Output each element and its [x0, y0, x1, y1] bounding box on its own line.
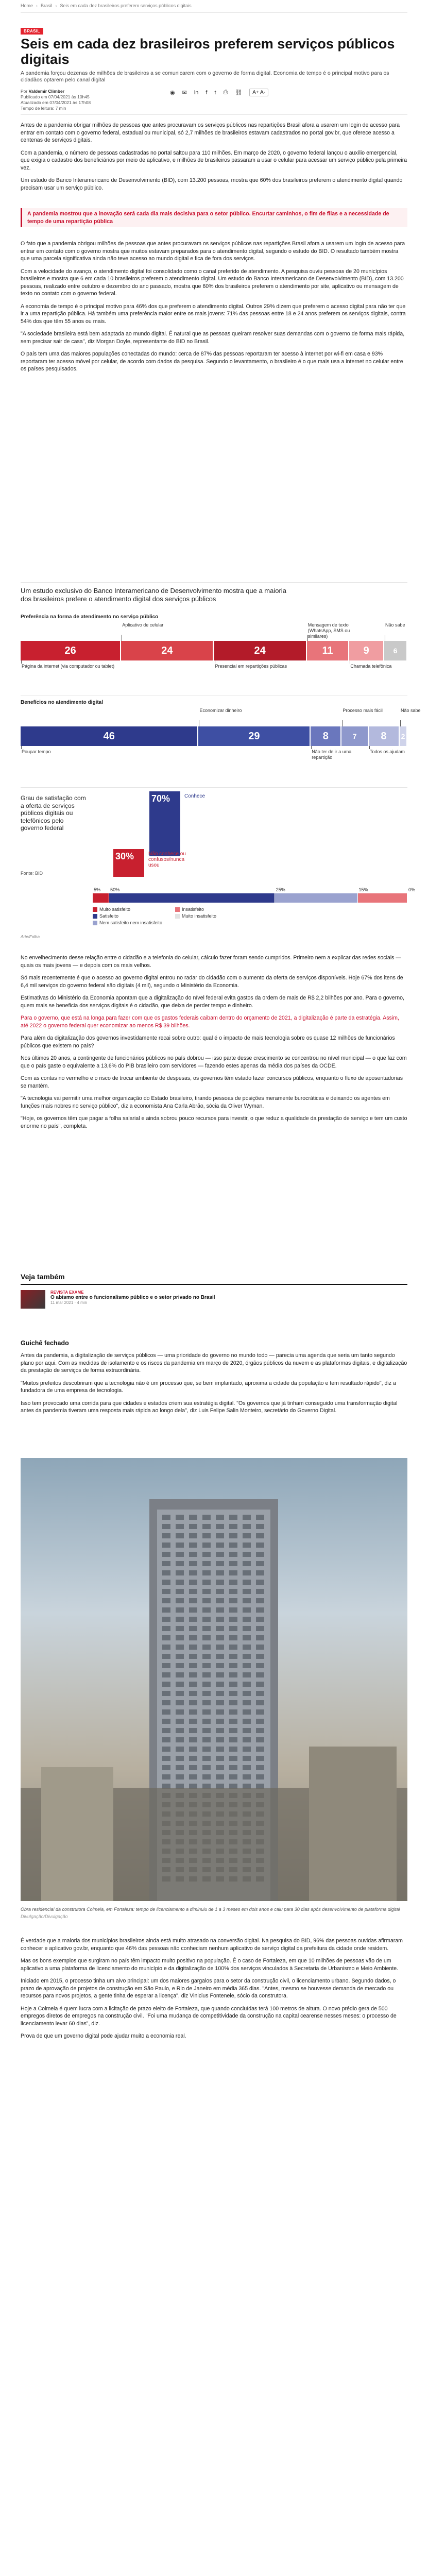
- related-heading: Veja também: [21, 1273, 407, 1285]
- chart-category-label: Processo mais fácil: [343, 708, 383, 713]
- paragraph-link[interactable]: Para o governo, que está na longa para fazer com que os gastos federais caibam dentro do orçamento de 2021, a digitalização é parte da estratégia. Assim, até 2022 o governo federal quer economizar ao menos R$ 39 bilhões.: [21, 1015, 399, 1029]
- paragraph: Prova de que um governo digital pode ajudar muito a economia real.: [21, 2033, 186, 2039]
- paragraph: Mas os bons exemplos que surgiram no país têm impacto muito positivo na população. É o caso de Fortaleza, em que 10 milhões de pessoas vão de um aplicativo a uma plataforma de licenciamento do município e da digitalização de 100% dos serviços vinculados à Secretaria de Urbanismo e Meio Ambiente.: [21, 1958, 399, 1972]
- breadcrumb-home[interactable]: Home: [21, 3, 33, 8]
- paragraph: Antes de a pandemia obrigar milhões de pessoas que antes procuravam os serviços públicos nas repartições Brasil afora a usarem um login de acesso para entrar em contato com o governo federal, estadual ou municipal, só 2,7 milhões de brasileiros estavam cadastrados no portal gov.br, que oferece acesso a centenas de serviços digitais.: [21, 122, 400, 143]
- paragraph: Só mais recentemente é que o acesso ao governo digital entrou no radar do cidadão com o aumento da oferta de serviços disponíveis. Hoje 67% dos itens de 6,4 mil serviços do governo federal são digitais (4 mil), segundo o Ministério da Economia.: [21, 975, 403, 989]
- chart-credit: Arte/Folha: [21, 935, 40, 939]
- facebook-icon[interactable]: f: [206, 89, 208, 96]
- paragraph: Com as contas no vermelho e o risco de trocar ambiente de despesas, os governos têm estado fazer concursos públicos, enquanto o fluxo de aposentadorias se mantém.: [21, 1075, 403, 1089]
- chart-legend-item: [175, 907, 204, 912]
- chart-bar-segment: 9: [349, 641, 383, 660]
- related-tag: REVISTA EXAME: [50, 1290, 84, 1295]
- chart-legend-label: Satisfeito: [99, 913, 119, 919]
- chart-category-label: Aplicativo de celular: [122, 622, 164, 628]
- paragraph: Um estudo do Banco Interamericano de Desenvolvimento (BID), com 13.200 pessoas, mostra que 60% dos brasileiros preferem o atendimento digital quando precisam usar um serviço público.: [21, 177, 403, 191]
- chart-bar-segment: 6: [384, 641, 406, 660]
- breadcrumb: [21, 3, 407, 8]
- paragraph: É verdade que a maioria dos municípios brasileiros ainda está muito atrasado na conversão digital. Na pesquisa do BID, 96% das pessoas ouvidas afirmaram conhecer e aplicativo gov.br, enquanto que 46% das pessoas não conheciam nenhum aplicativo de serviço digital da prefeitura da cidade onde residem.: [21, 1938, 403, 1952]
- section-guiche: [21, 1340, 407, 1420]
- chart-satisfaction-segment: [358, 893, 407, 903]
- chart-legend-swatch: [175, 907, 180, 912]
- chart-leader-line: [311, 746, 312, 749]
- linkedin-icon[interactable]: in: [194, 89, 199, 96]
- author-prefix: Por: [21, 89, 28, 94]
- chart-category-label: Página da internet (via computador ou tablet): [22, 664, 115, 669]
- chart-bar-segment: 2: [400, 726, 406, 746]
- email-icon[interactable]: ✉: [182, 90, 187, 96]
- paragraph: Antes da pandemia, a digitalização de serviços públicos — uma prioridade do governo no mundo todo — parecia uma agenda que seria um tanto segundo plano por aqui. Com as medidas de isolamento e os riscos da pandemia em março de 2020, órgãos públicos da nuvem e as plataformas digitais, e digitalização da prestação de serviços de forma extraordinária.: [21, 1352, 407, 1374]
- breadcrumb-current: Seis em cada dez brasileiros preferem serviços públicos digitais: [60, 3, 192, 8]
- link-icon[interactable]: ⛓: [235, 90, 243, 96]
- article-body-4: [21, 1937, 407, 2045]
- chart-bar-segment: 7: [341, 726, 368, 746]
- chart-leader-line: [21, 746, 22, 749]
- related-thumbnail[interactable]: [21, 1290, 45, 1309]
- chart-bar-segment: 29: [198, 726, 310, 746]
- photo-caption-block: [21, 1906, 407, 1920]
- paragraph: "A tecnologia vai permitir uma melhor organização do Estado brasileiro, tirando pessoas de posições meramente burocráticas e deixando os agentes em funções mais nobres no serviço público", diz a economista Ana Carla Abrão, sócia da Oliver Wyman.: [21, 1095, 390, 1109]
- chart-leader-line: [400, 720, 401, 726]
- author-name[interactable]: Valdemir Climber: [28, 89, 65, 94]
- photo-caption: Obra residencial da construtora Colmeia, em Fortaleza: tempo de licenciamento a diminuiu de 1 a 3 meses em dois anos e caiu para 30 dias após desenvolvimento de plataforma digital: [21, 1907, 400, 1912]
- chart-category-label: Não sabe: [385, 622, 405, 628]
- chart-legend-swatch: [93, 907, 97, 912]
- article-body-intro: [21, 122, 407, 197]
- chart-bar-segment: 46: [21, 726, 197, 746]
- chart-category-label: Poupar tempo: [22, 749, 51, 754]
- whatsapp-icon[interactable]: ◉: [170, 90, 175, 96]
- chart-panel-1: [21, 622, 407, 689]
- chart-title: Um estudo exclusivo do Banco Interamericano de Desenvolvimento mostra que a maioria dos brasileiros prefere o atendimento digital dos serviços públicos: [21, 587, 286, 603]
- paragraph: O país tem uma das maiores populações conectadas do mundo: cerca de 87% das pessoas reportaram ter acesso à internet por wi-fi em casa e 93% reportaram ter acesso móvel por celular, de acordo com dados da pesquisa. Segundo o levantamento, o brasileiro é o que mais usa a internet no celular entre os países pesquisados.: [21, 351, 403, 372]
- chart-legend-label: Nem satisfeito nem insatisfeito: [99, 920, 163, 925]
- chart-category-label: Não sabe: [400, 708, 421, 713]
- byline-divider: [21, 114, 407, 115]
- chart-legend-item: [93, 913, 118, 919]
- chart-category-label: Presencial em repartições públicas: [215, 664, 287, 669]
- chart-legend-swatch: [93, 914, 97, 919]
- chart-legend-item: [93, 920, 162, 925]
- related-section: [21, 1273, 407, 1309]
- chart-legend-label: Insatisfeito: [182, 907, 204, 912]
- chart-category-label: Chamada telefônica: [350, 664, 392, 669]
- chart-legend-swatch: [93, 921, 97, 925]
- chart-legend-item: [93, 907, 130, 912]
- related-title[interactable]: O abismo entre o funcionalismo público e o setor privado no Brasil: [50, 1295, 215, 1300]
- chart-legend-item: [175, 913, 216, 919]
- paragraph: Isso tem provocado uma corrida para que cidades e estados criem sua estratégia digital. "Os governos que já tinham conseguido uma transformação digital antes da pandemia tiveram uma resposta mais rápida ao longo dela", diz Luis Felipe Salin Monteiro, secretário do Governo Digital.: [21, 1400, 398, 1414]
- paragraph: Com a pandemia, o número de pessoas cadastradas no portal saltou para 110 milhões. Em março de 2020, o governo federal lançou o auxílio emergencial, que exigia o cadastro dos beneficiários por meio de aplicativo, e milhões de brasileiros passaram a usar o celular para acessar um serviço público pela primeira vez.: [21, 149, 407, 171]
- chart-category-label: Todos os ajudam: [369, 749, 405, 754]
- chart-data-label: 0%: [408, 887, 416, 892]
- chart-panel-1-title: Preferência na forma de atendimento no serviço público: [21, 614, 159, 620]
- paragraph: "Muitos prefeitos descobriram que a tecnologia não é um processo que, se bem implantado, aproxima a cidade da população e tem resultado rápido", diz a fundadora de uma empresa de tecnologia.: [21, 1380, 396, 1394]
- chart-bar-segment: 8: [311, 726, 340, 746]
- paragraph: Hoje a Colmeia é quem lucra com a licitação de prazo eleito de Fortaleza, que quando concluídas terá 100 metros de altura. O novo prédio gera de 500 empregos diretos de empregos na construção civil. "Foi uma mudança de competitividade da construção na capital cearense nesses meses: o processo de licenciamento levar 60 dias", diz.: [21, 2005, 397, 2027]
- chart-panel-3-title: Grau de satisfação com a oferta de serviços públicos digitais ou telefônicos pelo governo federal: [21, 794, 86, 832]
- chart-legend-label: Muito insatisfeito: [182, 913, 217, 919]
- paragraph: Iniciado em 2015, o processo tinha um alvo principal: um dos maiores gargalos para o setor da construção civil, o licenciamento urbano. Segundo dados, o prazo de aprovação de projetos de construção em São Paulo, e Rio de Janeiro em média 365 dias. "Antes, mesmo se houvesse demanda de mercado ou recursos para novos projetos, a gente tinha de esperar a licença", diz Vinicius Fontenele, sócio da construtora.: [21, 1978, 396, 1999]
- section-heading: Guichê fechado: [21, 1340, 69, 1347]
- reading-time: Tempo de leitura: 7 min: [21, 106, 66, 111]
- breadcrumb-separator: ›: [36, 3, 38, 8]
- chart-data-label: 25%: [276, 887, 285, 892]
- chart-bar-segment: 24: [121, 641, 213, 660]
- chart-leader-line: [307, 635, 308, 641]
- chart-satisfaction-segment: [275, 893, 357, 903]
- chart-category-label: Não conhece ou confusos/nunca usou: [148, 851, 186, 868]
- chart-panel-3: [93, 791, 416, 925]
- chart-category-label: Mensagem de texto (WhatsApp, SMS ou similares): [307, 622, 350, 639]
- chart-top-rule: [21, 582, 407, 583]
- paragraph: "A sociedade brasileira está bem adaptada ao mundo digital. É natural que as pessoas queiram resolver suas demandas com o governo de forma mais rápida, sem precisar sair de casa", diz Morgan Doyle, representante do BID no Brasil.: [21, 331, 405, 345]
- font-size-control[interactable]: A+ A-: [249, 89, 268, 96]
- callout: [21, 208, 407, 227]
- callout-text: A pandemia mostrou que a inovação será cada dia mais decisiva para o setor público. Encurtar caminhos, o fim de filas e a necessidade de tempo de uma repartição pública: [27, 211, 389, 225]
- infographic: [21, 582, 421, 943]
- related-date: 11 mar 2021 · 4 min: [50, 1300, 87, 1305]
- top-divider: [21, 12, 407, 13]
- related-card[interactable]: [21, 1290, 407, 1309]
- published-date: Publicado em 07/04/2021 às 10h45: [21, 94, 90, 99]
- chart-leader-line: [369, 746, 370, 749]
- article-photo: [21, 1458, 407, 1901]
- paragraph: A economia de tempo é o principal motivo para 46% dos que preferem o atendimento digital. Outros 29% dizem que preferem o acesso digital para não ter que ir a uma repartição pública. Há também uma preferência maior entre os mais jovens: 71% das pessoas entre 18 e 24 anos preferem os serviços digitais, contra 54% dos que têm 55 anos ou mais.: [21, 303, 406, 325]
- chart-data-label: 15%: [358, 887, 368, 892]
- building-illustration: [21, 1458, 407, 1901]
- paragraph: Para além da digitalização dos governos investidamente recai sobre outro: qual é o impacto de mais tecnologia sobre os quase 12 milhões de funcionários públicos que existem no país?: [21, 1035, 395, 1049]
- section-tag[interactable]: BRASIL: [21, 28, 43, 35]
- article-title: Seis em cada dez brasileiros preferem serviços públicos digitais: [21, 36, 395, 67]
- chart-satisfaction-segment: [93, 893, 109, 903]
- paragraph: Estimativas do Ministério da Economia apontam que a digitalização do nível federal evita gastos da ordem de mais de R$ 2,2 bilhões por ano. Para o governo, quem mais se beneficia dos serviços digitais é o cidadão, que deixa de perder tempo e dinheiro.: [21, 995, 404, 1009]
- chart-bar-segment: 11: [307, 641, 349, 660]
- share-bar: [170, 89, 335, 96]
- article-body-3: [21, 954, 407, 1135]
- chart-legend-swatch: [175, 914, 180, 919]
- chart-bar-segment: 8: [369, 726, 399, 746]
- chart-panel-2-title: Benefícios no atendimento digital: [21, 700, 104, 705]
- article-body-2: [21, 240, 407, 378]
- chart-category-label: Conhece: [184, 793, 206, 799]
- photo-credit: Divulgação/Divulgação: [21, 1914, 68, 1919]
- chart-bar-segment: 24: [214, 641, 306, 660]
- paragraph: "Hoje, os governos têm que pagar a folha salarial e ainda sobrou pouco recursos para investir, o que reduz a qualidade da prestação de serviço e tem um custo enorme no país", completa.: [21, 1115, 407, 1129]
- chart-bar-not-know: 30%: [113, 849, 144, 877]
- paragraph: O fato que a pandemia obrigou milhões de pessoas que antes procuravam os serviços públicos nas repartições Brasil afora a usarem um login de acesso para entrar em contato com o governo mostra que muitos estavam preparados para o atendimento digital, segundo o estudo do BID. O resultado também mostra que uma parcela significativa ainda não teve acesso ao mundo digital e fica de fora dos serviços.: [21, 241, 405, 262]
- updated-date: Atualizado em 07/04/2021 às 17h08: [21, 100, 91, 105]
- twitter-icon[interactable]: t: [214, 89, 216, 96]
- chart-rule: [21, 787, 407, 788]
- paragraph: Nos últimos 20 anos, a contingente de funcionários públicos no país dobrou — isso parte desse crescimento se concentrou no nível municipal — o que faz com que o país gaste o equivalente a 13,6% do PIB brasileiro com servidores — fazendo estes apenas da média dos países da OCDE.: [21, 1055, 407, 1069]
- chart-bar-knows: 70%: [149, 791, 180, 856]
- chart-panel-2: [21, 708, 421, 780]
- chart-bar-segment: 26: [21, 641, 120, 660]
- breadcrumb-section[interactable]: Brasil: [41, 3, 53, 8]
- paragraph: No envelhecimento desse relação entre o cidadão e a telefonia do celular, cálculo fazer foram sendo cumpridos. Primeiro nem a explicar das redes sociais — quais os mais jovens — e depois com os mais velhos.: [21, 955, 402, 969]
- chart-legend-label: Muito satisfeito: [99, 907, 131, 912]
- chart-leader-line: [342, 720, 343, 726]
- chart-category-label: Não ter de ir a uma repartição: [312, 749, 352, 760]
- chart-source: Fonte: BID: [21, 871, 43, 876]
- chart-leader-line: [21, 660, 22, 664]
- paragraph: Com a velocidade do avanço, o atendimento digital foi consolidado como o canal preferido de atendimento. A pesquisa ouviu pessoas de 20 municípios brasileiros e mostra que 6 em cada 10 brasileiros preferem o atendimento digital. Um estudo do Banco Interamericano de Desenvolvimento (BID), com 13.200 pessoas, realizado entre outubro e dezembro do ano passado, mostra que 60% dos brasileiros preferem o atendimento por site, aplicativo ou mensagem de texto no contato com o governo federal.: [21, 268, 404, 297]
- chart-satisfaction-segment: [109, 893, 275, 903]
- chart-data-label: 50%: [110, 887, 120, 892]
- byline: [21, 89, 165, 111]
- print-icon[interactable]: ⎙: [223, 89, 228, 95]
- chart-category-label: Economizar dinheiro: [199, 708, 242, 713]
- chart-data-label: 5%: [94, 887, 101, 892]
- article-subtitle: A pandemia forçou dezenas de milhões de brasileiros a se comunicarem com o governo de forma digital. Economia de tempo é o principal motivo para os cidadãos optarem pelo canal digital: [21, 70, 389, 83]
- breadcrumb-separator: ›: [55, 3, 57, 8]
